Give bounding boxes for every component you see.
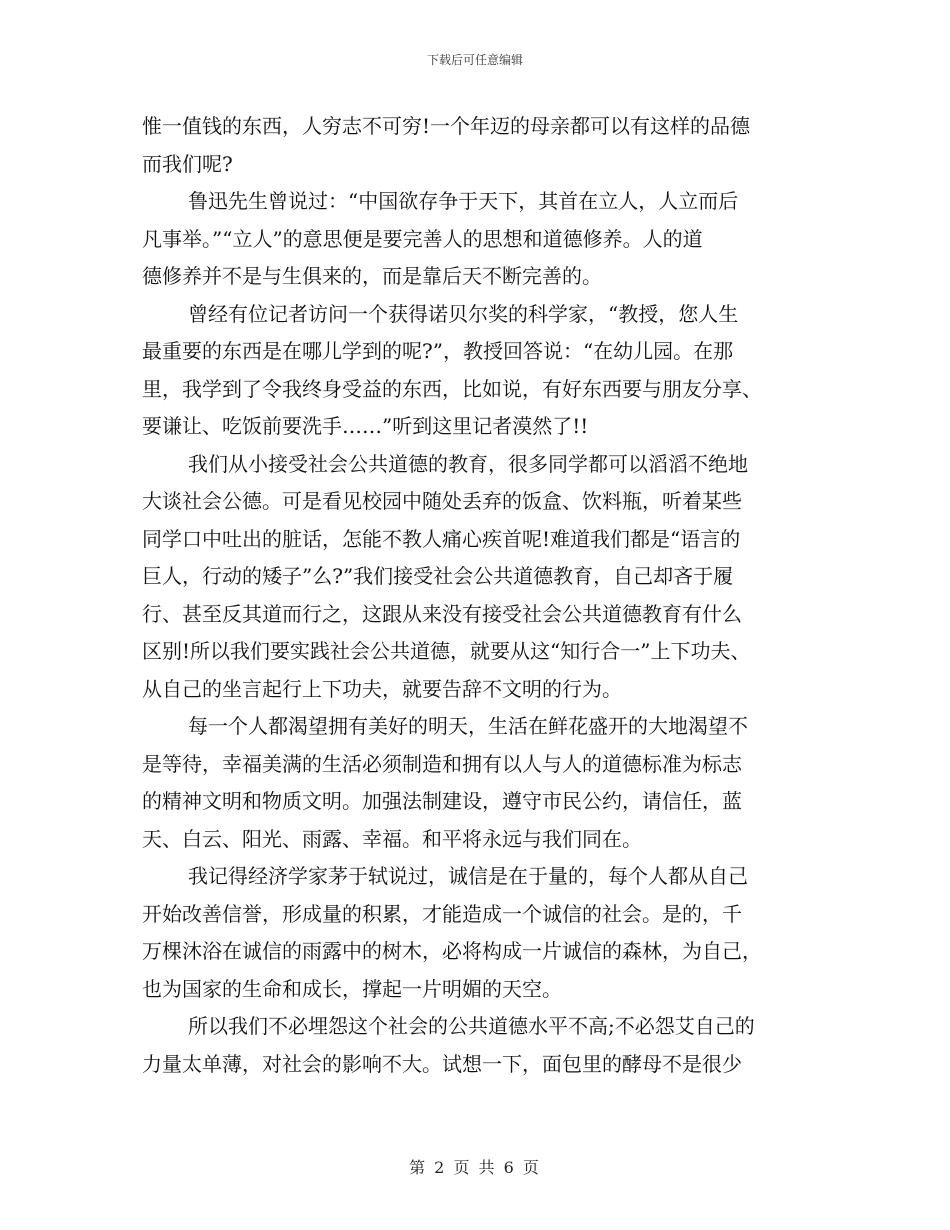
text-line: 行、甚至反其道而行之，这跟从来没有接受社会公共道德教育有什么 xyxy=(142,601,742,626)
paragraph-start-line: 所以我们不必埋怨这个社会的公共道德水平不高;不必怨艾自己的 xyxy=(188,1014,755,1038)
text-line: 而我们呢? xyxy=(142,151,233,176)
text-line: 是等待，幸福美满的生活必须制造和拥有以人与人的道德标准为标志 xyxy=(142,751,742,776)
text-line: 区别!所以我们要实践社会公共道德，就要从这“知行合一”上下功夫、 xyxy=(142,639,751,663)
page-number-footer: 第 2 页 共 6 页 xyxy=(409,1158,541,1177)
text-line: 天、白云、阳光、雨露、幸福。和平将永远与我们同在。 xyxy=(142,826,642,851)
text-line: 也为国家的生命和成长，撑起一片明媚的天空。 xyxy=(142,976,562,1001)
text-line: 的精神文明和物质文明。加强法制建设，遵守市民公约，请信任，蓝 xyxy=(142,789,742,813)
text-line: 惟一值钱的东西，人穷志不可穷!一个年迈的母亲都可以有这样的品德 xyxy=(142,114,751,138)
document-body xyxy=(142,108,822,1083)
text-line: 力量太单薄，对社会的影响不大。试想一下，面包里的酵母不是很少 xyxy=(142,1051,742,1076)
text-line: 开始改善信誉，形成量的积累，才能造成一个诚信的社会。是的，千 xyxy=(142,901,742,926)
text-line: 大谈社会公德。可是看见校园中随处丢弃的饭盒、饮料瓶，听着某些 xyxy=(142,489,742,513)
paragraph-start-line: 我们从小接受社会公共道德的教育，很多同学都可以滔滔不绝地 xyxy=(188,451,748,476)
paragraph-start-line: 曾经有位记者访问一个获得诺贝尔奖的科学家，“教授，您人生 xyxy=(188,301,739,326)
text-line: 同学口中吐出的脏话，怎能不教人痛心疾首呢!难道我们都是“语言的 xyxy=(142,526,741,551)
text-line: 德修养并不是与生俱来的，而是靠后天不断完善的。 xyxy=(142,264,602,288)
text-line: 万棵沐浴在诚信的雨露中的树木，必将构成一片诚信的森林，为自己， xyxy=(142,939,762,963)
paragraph-start-line: 我记得经济学家茅于轼说过，诚信是在于量的，每个人都从自己 xyxy=(188,864,748,888)
text-line: 最重要的东西是在哪儿学到的呢?”，教授回答说：“在幼儿园。在那 xyxy=(142,339,734,363)
page-header-note: 下载后可任意编辑 xyxy=(426,53,523,67)
paragraph-start-line: 鲁迅先生曾说过：“中国欲存争于天下，其首在立人，人立而后 xyxy=(188,189,739,213)
text-line: 凡事举。”“立人”的意思便是要完善人的思想和道德修养。人的道 xyxy=(142,226,703,251)
text-line: 从自己的坐言起行上下功夫，就要告辞不文明的行为。 xyxy=(142,676,622,701)
paragraph-start-line: 每一个人都渴望拥有美好的明天，生活在鲜花盛开的大地渴望不 xyxy=(188,714,748,738)
text-line: 里，我学到了令我终身受益的东西，比如说，有好东西要与朋友分享、 xyxy=(142,376,762,401)
text-line: 巨人，行动的矮子”么?”我们接受社会公共道德教育，自己却吝于履 xyxy=(142,564,734,588)
text-line: 要谦让、吃饭前要洗手……”听到这里记者漠然了!! xyxy=(142,414,589,438)
